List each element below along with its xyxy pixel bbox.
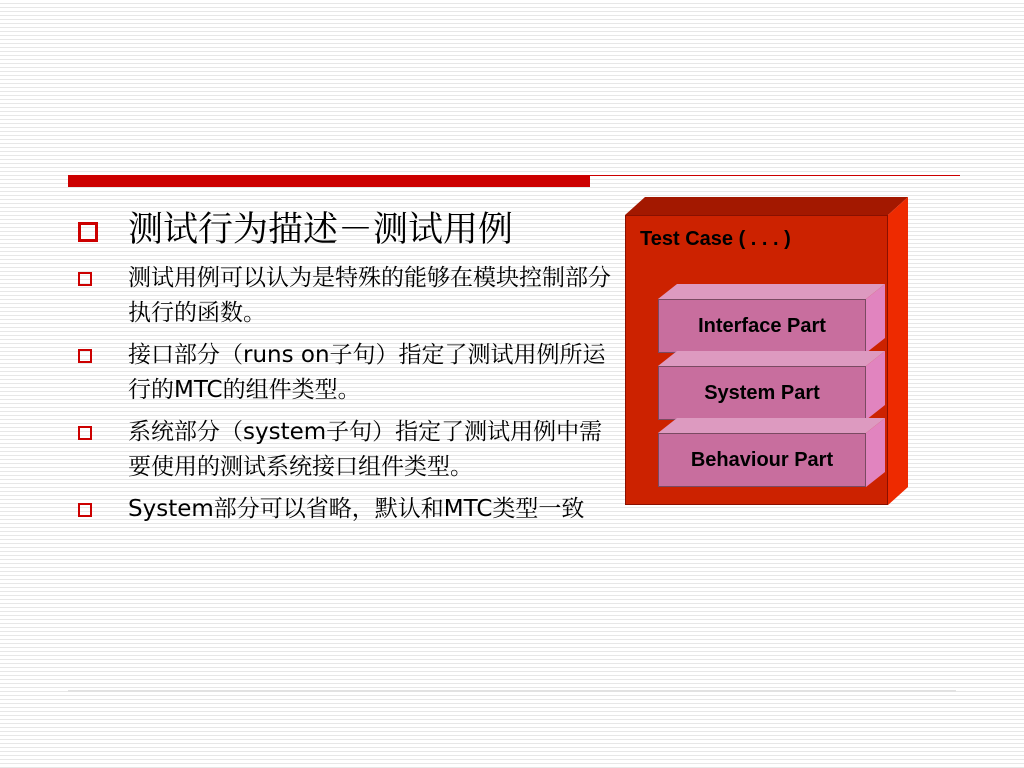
bullet-text: 系统部分（system子句）指定了测试用例中需要使用的测试系统接口组件类型。 — [128, 419, 603, 480]
title-accent-bar — [68, 175, 590, 187]
bullet-item — [76, 492, 616, 527]
bullet-item — [76, 261, 616, 331]
bullet-text: System部分可以省略，默认和MTC类型一致 — [128, 496, 585, 522]
bullet-item — [76, 338, 616, 408]
test-case-title: Test Case ( . . . ) — [640, 228, 791, 250]
square-bullet-icon — [78, 272, 92, 286]
footer-rule — [68, 690, 956, 692]
part-box-top — [658, 351, 885, 366]
system-part-box: System Part — [658, 366, 866, 420]
bullet-text: 测试用例可以认为是特殊的能够在模块控制部分执行的函数。 — [128, 265, 611, 326]
square-bullet-icon — [78, 222, 98, 242]
bullet-item — [76, 415, 616, 485]
square-bullet-icon — [78, 349, 92, 363]
test-case-box-top — [625, 197, 908, 215]
bullet-text: 接口部分（runs on子句）指定了测试用例所运行的MTC的组件类型。 — [128, 342, 606, 403]
bullet-list — [76, 205, 616, 534]
bullet-text: 测试行为描述－测试用例 — [128, 210, 514, 250]
part-box-top — [658, 418, 885, 433]
square-bullet-icon — [78, 503, 92, 517]
behaviour-part-box: Behaviour Part — [658, 433, 866, 487]
bullet-item-main — [76, 205, 616, 255]
square-bullet-icon — [78, 426, 92, 440]
title-accent-line — [590, 175, 960, 176]
test-case-box-side — [888, 197, 908, 505]
part-box-top — [658, 284, 885, 299]
interface-part-box: Interface Part — [658, 299, 866, 353]
